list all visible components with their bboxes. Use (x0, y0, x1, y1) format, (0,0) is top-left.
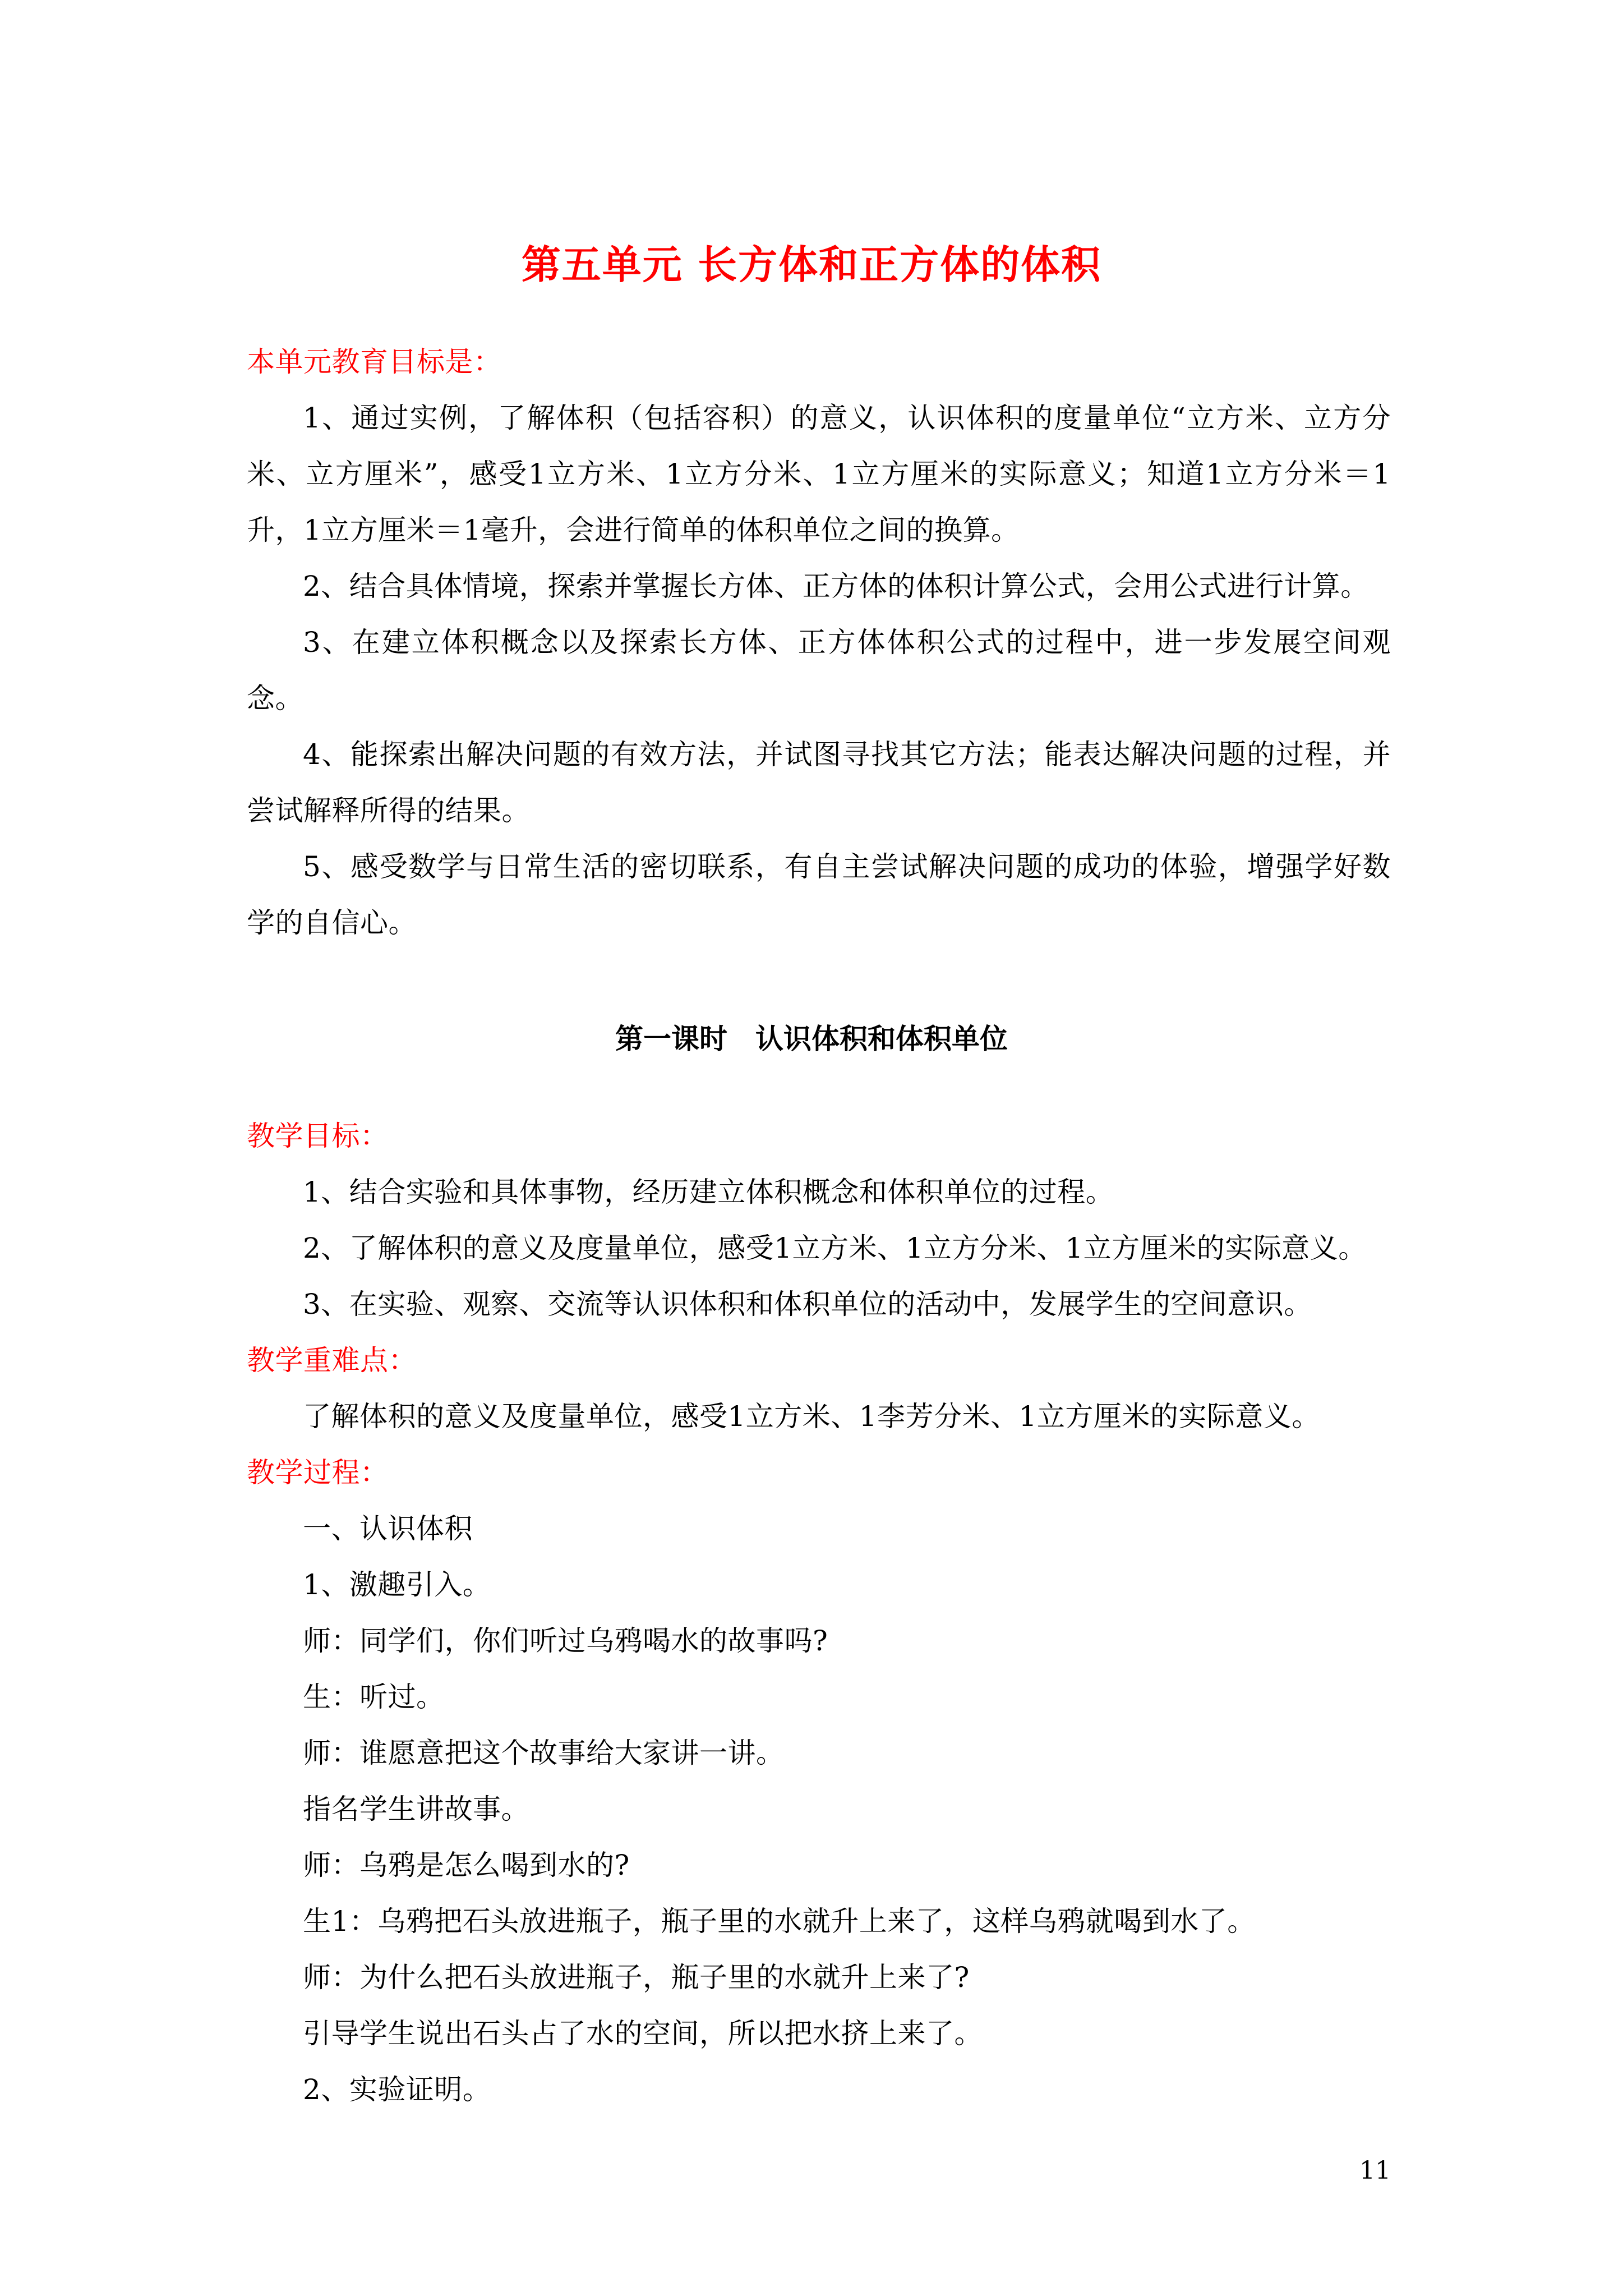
unit-goal-item: 2、结合具体情境，探索并掌握长方体、正方体的体积计算公式，会用公式进行计算。 (303, 570, 1369, 602)
unit-goals-section (247, 334, 1391, 951)
page-number: 11 (1359, 2156, 1391, 2185)
process-line: 引导学生说出石头占了水的空间，所以把水挤上来了。 (303, 2017, 983, 2050)
lesson-section (247, 1108, 1391, 2118)
process-line: 生：听过。 (303, 1681, 445, 1713)
process-line: 一、认识体积 (303, 1512, 473, 1545)
process-line: 指名学生讲故事。 (303, 1793, 529, 1825)
process-line: 师：为什么把石头放进瓶子，瓶子里的水就升上来了? (303, 1961, 970, 1994)
process-line: 师：谁愿意把这个故事给大家讲一讲。 (303, 1737, 785, 1769)
lesson-title: 第一课时 认识体积和体积单位 (615, 1022, 1008, 1055)
unit-title: 第五单元 长方体和正方体的体积 (521, 241, 1102, 288)
objective-item: 3、在实验、观察、交流等认识体积和体积单位的活动中，发展学生的空间意识。 (303, 1288, 1312, 1320)
process-line: 师：同学们，你们听过乌鸦喝水的故事吗? (303, 1625, 828, 1657)
unit-goal-item: 4、能探索出解决问题的有效方法，并试图寻找其它方法；能表达解决问题的过程，并尝试解释所得的结果。 (247, 738, 1391, 827)
process-line: 生1：乌鸦把石头放进瓶子，瓶子里的水就升上来了，这样乌鸦就喝到水了。 (303, 1905, 1256, 1938)
objective-item: 1、结合实验和具体事物，经历建立体积概念和体积单位的过程。 (303, 1176, 1114, 1208)
unit-goal-item: 5、感受数学与日常生活的密切联系，有自主尝试解决问题的成功的体验，增强学好数学的自信心。 (247, 850, 1391, 939)
process-line: 1、激趣引入。 (303, 1568, 491, 1601)
key-points-text: 了解体积的意义及度量单位，感受1立方米、1李芳分米、1立方厘米的实际意义。 (303, 1400, 1320, 1433)
process-heading: 教学过程： (247, 1456, 389, 1489)
unit-goal-item: 1、通过实例，了解体积（包括容积）的意义，认识体积的度量单位“立方米、立方分米、立方厘米”，感受1立方米、1立方分米、1立方厘米的实际意义；知道1立方分米＝1升，1立方厘米＝1毫升，会进行简单的体积单位之间的换算。 (247, 402, 1391, 546)
process-line: 2、实验证明。 (303, 2073, 491, 2106)
process-line: 师：乌鸦是怎么喝到水的? (303, 1849, 630, 1881)
key-points-heading: 教学重难点： (247, 1344, 417, 1377)
unit-goal-item: 3、在建立体积概念以及探索长方体、正方体体积公式的过程中，进一步发展空间观念。 (247, 626, 1391, 715)
unit-goals-heading: 本单元教育目标是： (247, 346, 502, 378)
objectives-heading: 教学目标： (247, 1120, 389, 1152)
objective-item: 2、了解体积的意义及度量单位，感受1立方米、1立方分米、1立方厘米的实际意义。 (303, 1232, 1367, 1264)
